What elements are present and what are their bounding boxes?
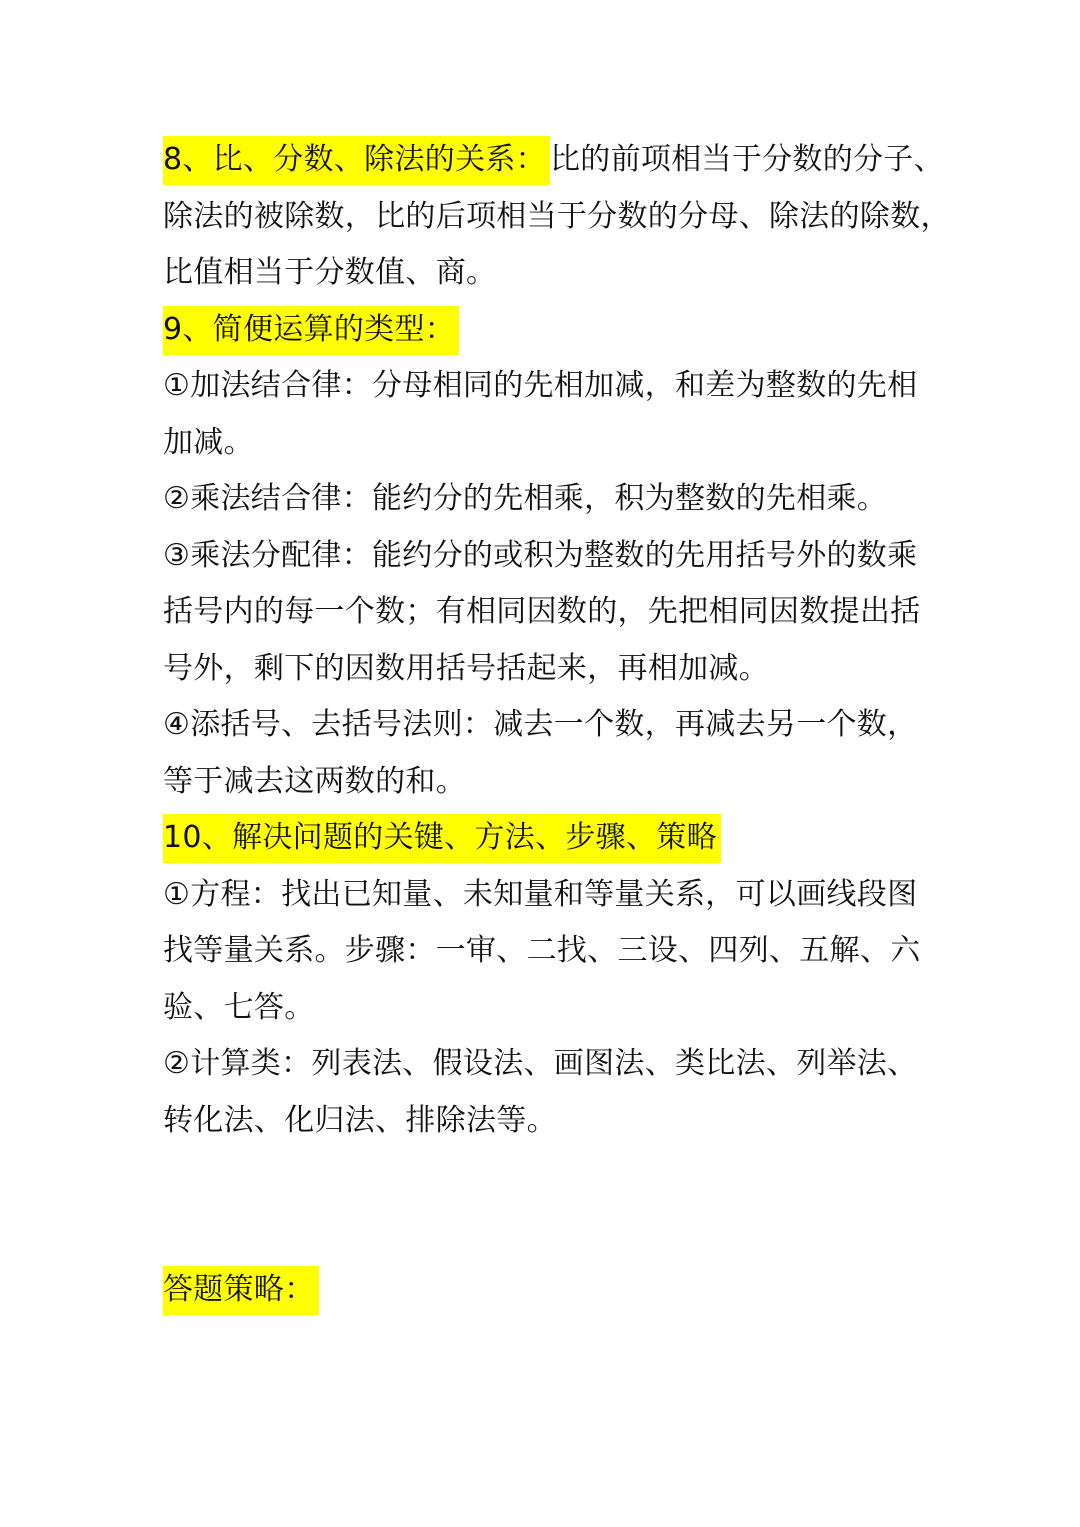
section-10-item-1-line-2: 找等量关系。步骤：一审、二找、三设、四列、五解、六 <box>163 933 921 968</box>
section-9-item-3-line-2: 括号内的每一个数；有相同因数的，先把相同因数提出括 <box>163 594 921 629</box>
section-9-item-3-line-1: ③乘法分配律：能约分的或积为整数的先用括号外的数乘 <box>163 537 918 573</box>
section-8-text: 比的前项相当于分数的分子、 <box>550 142 944 177</box>
section-9-heading-line <box>163 302 923 359</box>
section-10-heading: 10、解决问题的关键、方法、步骤、策略 <box>163 814 721 863</box>
section-9-heading: 9、简便运算的类型： <box>163 306 459 355</box>
section-8-heading: 8、比、分数、除法的关系： <box>163 136 550 185</box>
section-9-item-3-line-3: 号外，剩下的因数用括号括起来，再相加减。 <box>163 650 769 686</box>
section-10-item-1-line-3: 验、七答。 <box>163 989 315 1025</box>
section-8-line-3: 比值相当于分数值、商。 <box>163 255 497 290</box>
section-9-item-1-line-1: ①加法结合律：分母相同的先相加减，和差为整数的先相 <box>163 368 918 403</box>
section-9-item-4-line-1: ④添括号、去括号法则：减去一个数，再减去另一个数， <box>163 707 918 742</box>
section-8-line-2: 除法的被除数，比的后项相当于分数的分母、除法的除数， <box>163 198 951 234</box>
section-9-item-2-line-1: ②乘法结合律：能约分的先相乘，积为整数的先相乘。 <box>163 481 888 516</box>
strategy-heading-line <box>163 1262 923 1319</box>
section-9-item-4-line-2: 等于减去这两数的和。 <box>163 763 466 799</box>
section-9-item-1-line-2: 加减。 <box>163 424 254 460</box>
strategy-heading: 答题策略： <box>163 1266 319 1315</box>
section-10-item-2-line-2: 转化法、化归法、排除法等。 <box>163 1102 557 1138</box>
section-10-item-2-line-1: ②计算类：列表法、假设法、画图法、类比法、列举法、 <box>163 1046 918 1081</box>
section-8-line-1 <box>163 132 944 189</box>
blank-space <box>163 1149 923 1262</box>
document-body <box>163 132 951 1319</box>
section-10-heading-line <box>163 810 923 867</box>
section-10-item-1-line-1: ①方程：找出已知量、未知量和等量关系，可以画线段图 <box>163 876 918 912</box>
